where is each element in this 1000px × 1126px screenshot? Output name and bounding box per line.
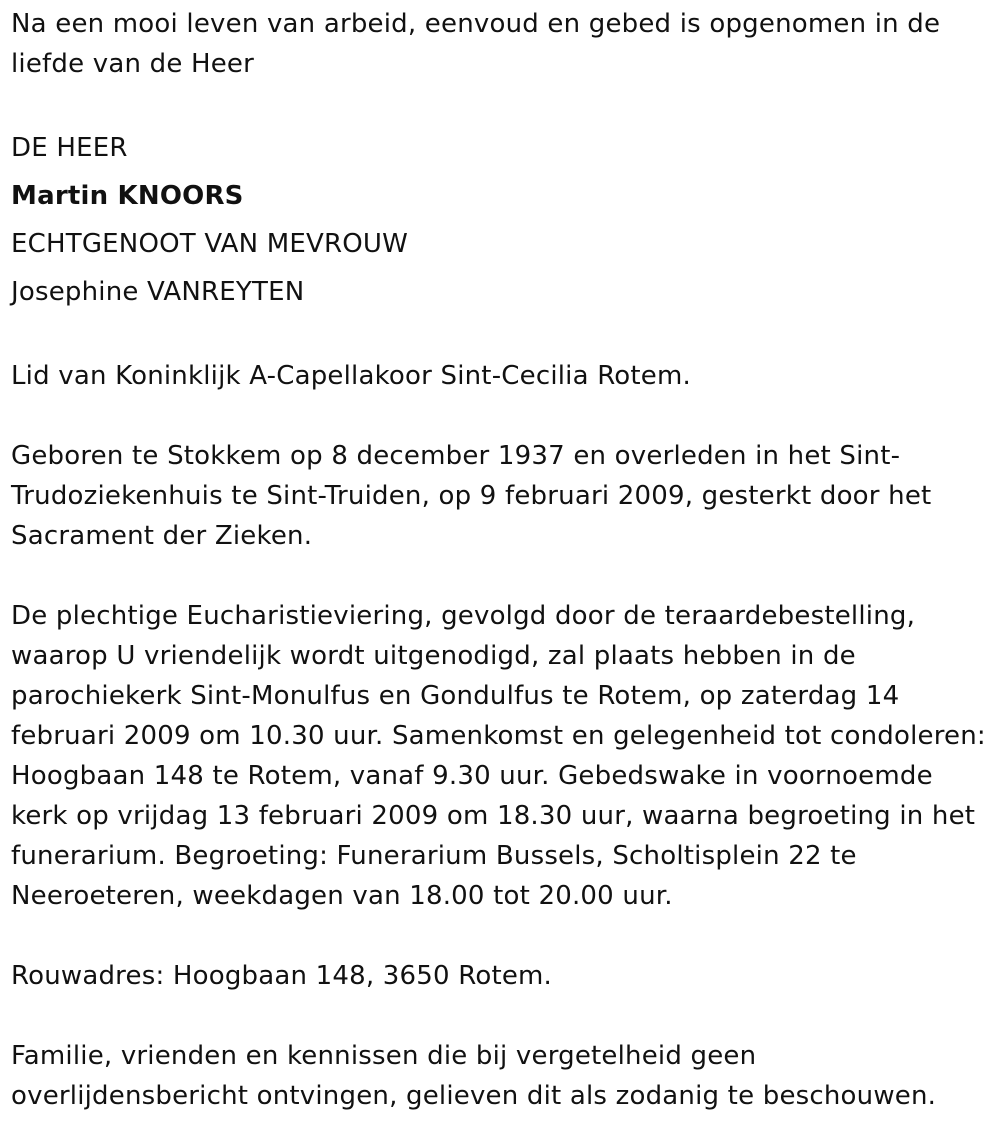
spouse-name: Josephine VANREYTEN [11,277,305,307]
ceremony-text: De plechtige Eucharistieviering, gevolgd door de teraardebestelling, waarop U vriendelijk wordt uitgenodigd, zal plaats hebben in de parochiekerk Sint-Monulfus en Gondulfus te Rotem, op zaterdag 14 februari 2009 om 10.30 uur. Samenkomst en gelegenheid tot condoleren: Hoogbaan 148 te Rotem, vanaf 9.30 uur. Gebedswake in voornoemde kerk op vrijdag 13 februari 2009 om 18.30 uur, waarna begroeting in het funerarium. Begroeting: Funerarium Bussels, Scholtisplein 22 te Neeroeteren, weekdagen van 18.00 tot 20.00 uur. [11,601,986,911]
intro-text: Na een mooi leven van arbeid, eenvoud en gebed is opgenomen in de liefde van de Heer [11,9,941,79]
spacer [11,556,986,596]
name-block [11,124,986,316]
spacer [11,996,986,1036]
spacer [11,316,986,356]
closing-note: Familie, vrienden en kennissen die bij vergetelheid geen overlijdensbericht ontvingen, gelieven dit als zodanig te beschouwen. [11,1041,937,1111]
birth-death-text: Geboren te Stokkem op 8 december 1937 en overleden in het Sint-Trudoziekenhuis te Sint-Truiden, op 9 februari 2009, gesterkt door het Sacrament der Zieken. [11,441,932,551]
spacer [11,396,986,436]
deceased-name: Martin KNOORS [11,181,244,211]
membership-text: Lid van Koninklijk A-Capellakoor Sint-Cecilia Rotem. [11,361,691,391]
mourning-address: Rouwadres: Hoogbaan 148, 3650 Rotem. [11,961,553,991]
spacer [11,84,986,124]
spacer [11,916,986,956]
salutation: DE HEER [11,133,128,163]
spouse-label: ECHTGENOOT VAN MEVROUW [11,229,409,259]
obituary-document [11,4,986,1116]
